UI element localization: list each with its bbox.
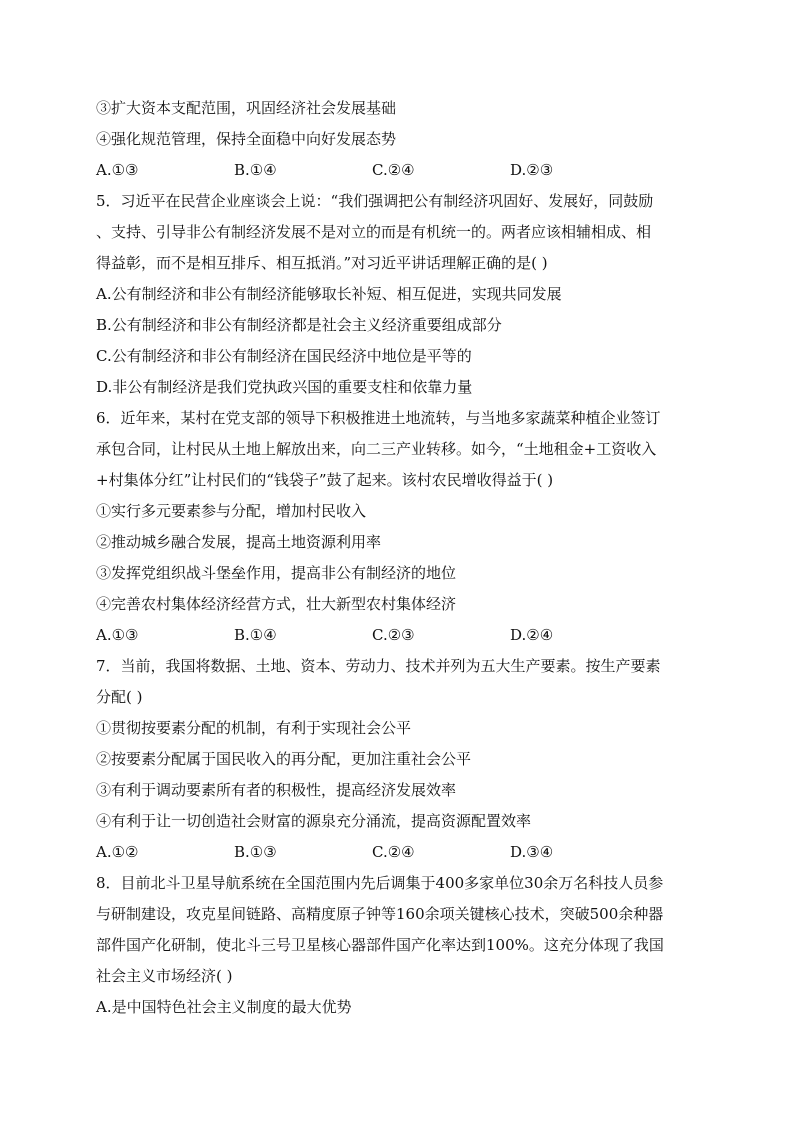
q8-stem-line-4: 社会主义市场经济( ) xyxy=(96,967,233,985)
q7-item-4: ④有利于让一切创造社会财富的源泉充分涌流，提高资源配置效率 xyxy=(96,812,532,830)
q7-item-2: ②按要素分配属于国民收入的再分配，更加注重社会公平 xyxy=(96,750,472,768)
q6-stem-line-3: +村集体分红”让村民们的“钱袋子”鼓了起来。该村农民增收得益于( ) xyxy=(96,471,554,489)
q8-option-a: A.是中国特色社会主义制度的最大优势 xyxy=(96,998,352,1016)
q7-choices xyxy=(96,837,700,868)
q8-stem-line-1: 8．目前北斗卫星导航系统在全国范围内先后调集于400多家单位30余万名科技人员参 xyxy=(96,874,664,892)
q7-stem-line-2: 分配( ) xyxy=(96,688,143,706)
q6-choice-d: D.②④ xyxy=(510,626,554,644)
q6-item-1: ①实行多元要素参与分配，增加村民收入 xyxy=(96,502,367,520)
q6-item-4: ④完善农村集体经济经营方式，壮大新型农村集体经济 xyxy=(96,595,457,613)
q8-stem-line-2: 与研制建设，攻克星间链路、高精度原子钟等160余项关键核心技术，突破500余种器 xyxy=(96,905,664,923)
q7-choice-d: D.③④ xyxy=(510,843,554,861)
q7-stem-line-1: 7．当前，我国将数据、土地、资本、劳动力、技术并列为五大生产要素。按生产要素 xyxy=(96,657,661,675)
q7-item-3: ③有利于调动要素所有者的积极性，提高经济发展效率 xyxy=(96,781,457,799)
q6-item-2: ②推动城乡融合发展，提高土地资源利用率 xyxy=(96,533,382,551)
q6-stem-line-1: 6．近年来，某村在党支部的领导下积极推进土地流转，与当地多家蔬菜种植企业签订 xyxy=(96,409,661,427)
q8-stem-line-3: 部件国产化研制，使北斗三号卫星核心器部件国产化率达到100%。这充分体现了我国 xyxy=(96,936,664,954)
q5-option-a: A.公有制经济和非公有制经济能够取长补短、相互促进，实现共同发展 xyxy=(96,285,562,303)
q7-choice-a: A.①② xyxy=(96,843,139,861)
q6-choice-c: C.②③ xyxy=(372,626,415,644)
q5-stem-line-3: 得益彰，而不是相互排斥、相互抵消。”对习近平讲话理解正确的是( ) xyxy=(96,254,548,272)
q6-item-3: ③发挥党组织战斗堡垒作用，提高非公有制经济的地位 xyxy=(96,564,457,582)
q4-choice-d: D.②③ xyxy=(510,161,554,179)
q5-option-b: B.公有制经济和非公有制经济都是社会主义经济重要组成部分 xyxy=(96,316,502,334)
q5-stem-line-2: 、支持、引导非公有制经济发展不是对立的而是有机统一的。两者应该相辅相成、相 xyxy=(96,223,652,241)
q5-option-c: C.公有制经济和非公有制经济在国民经济中地位是平等的 xyxy=(96,347,472,365)
q4-choice-c: C.②④ xyxy=(372,161,415,179)
q4-choice-b: B.①④ xyxy=(234,161,277,179)
page-content xyxy=(96,93,700,1023)
q7-item-1: ①贯彻按要素分配的机制，有利于实现社会公平 xyxy=(96,719,412,737)
q6-choice-b: B.①④ xyxy=(234,626,277,644)
q6-choice-a: A.①③ xyxy=(96,626,139,644)
q4-choice-a: A.①③ xyxy=(96,161,139,179)
q7-choice-b: B.①③ xyxy=(234,843,277,861)
q7-choice-c: C.②④ xyxy=(372,843,415,861)
q4-choices xyxy=(96,155,700,186)
q6-choices xyxy=(96,620,700,651)
q4-option-4: ④强化规范管理，保持全面稳中向好发展态势 xyxy=(96,130,397,148)
q4-option-3: ③扩大资本支配范围，巩固经济社会发展基础 xyxy=(96,99,397,117)
q5-option-d: D.非公有制经济是我们党执政兴国的重要支柱和依靠力量 xyxy=(96,378,473,396)
q6-stem-line-2: 承包合同，让村民从土地上解放出来，向二三产业转移。如今，“土地租金+工资收入 xyxy=(96,440,657,458)
q5-stem-line-1: 5．习近平在民营企业座谈会上说：“我们强调把公有制经济巩固好、发展好，同鼓励 xyxy=(96,192,654,210)
